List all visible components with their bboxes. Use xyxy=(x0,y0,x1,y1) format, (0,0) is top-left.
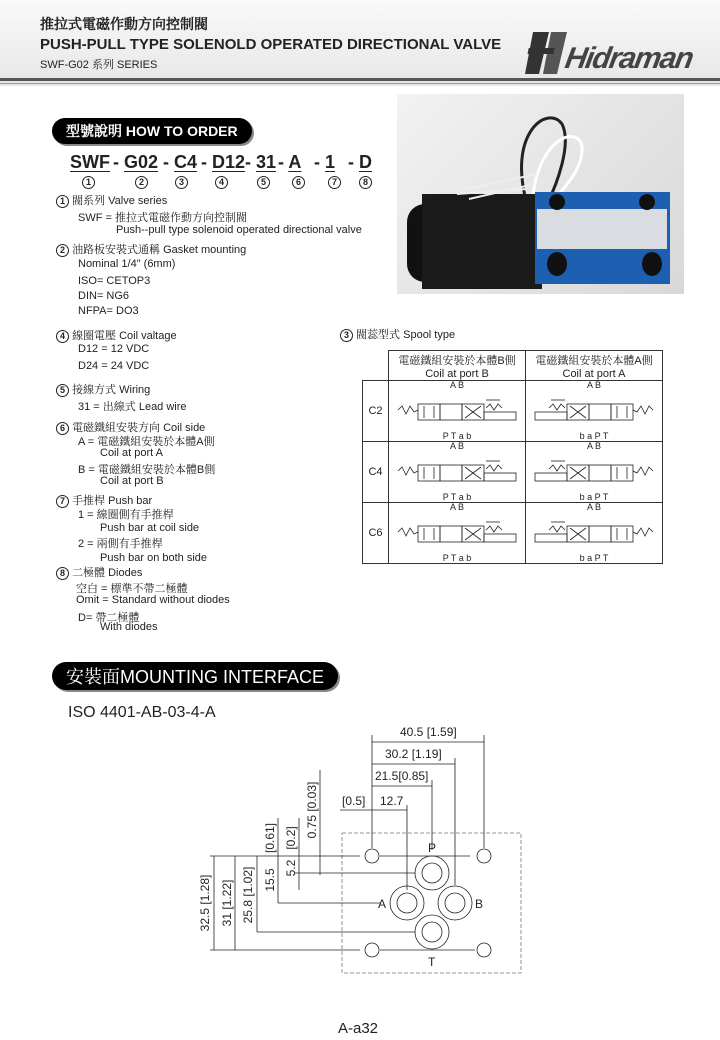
section-title: 油路板安裝式通稱 Gasket mounting xyxy=(72,244,247,256)
code-segment xyxy=(113,152,158,173)
section-line: DIN= NG6 xyxy=(78,290,130,302)
port-t-label: T xyxy=(428,955,436,969)
section-title: 閥蕊型式 Spool type xyxy=(356,329,456,341)
code-number-badge: 3 xyxy=(175,176,188,189)
spool-symbol-coil-b xyxy=(389,442,526,503)
code-segment xyxy=(278,152,301,173)
number-badge: 5 xyxy=(56,384,69,397)
code-value: SWF xyxy=(70,152,110,172)
spool-symbol-coil-b xyxy=(389,503,526,564)
code-segment xyxy=(70,152,110,173)
section-line: 31 = 出線式 Lead wire xyxy=(78,401,187,413)
code-number-badge: 6 xyxy=(292,176,305,189)
code-segment xyxy=(348,152,372,173)
title-zh: 推拉式電磁作動方向控制閥 xyxy=(40,16,208,32)
dim-25-8: 25.8 [1.02] xyxy=(241,866,255,924)
section-line: Coil at port B xyxy=(100,475,164,487)
section-line: Omit = Standard without diodes xyxy=(76,594,230,606)
number-badge: 6 xyxy=(56,422,69,435)
header-rule xyxy=(0,78,720,81)
port-label-top: A B xyxy=(586,502,601,512)
section-line: With diodes xyxy=(100,621,158,633)
section-line: D= 帶二極體 xyxy=(78,612,140,624)
number-badge: 4 xyxy=(56,330,69,343)
code-value: 31 xyxy=(256,152,277,172)
dim-0-75: 0.75 [0.03] xyxy=(305,781,319,839)
column-header-en: Coil at port A xyxy=(562,367,626,380)
code-number-badge: 7 xyxy=(328,176,341,189)
code-dash: - xyxy=(163,152,169,172)
header-rule-thin xyxy=(0,83,720,84)
section-line: SWF = 推拉式電磁作動方向控制閥 xyxy=(78,212,247,224)
dim-15-5: 15.5 xyxy=(263,868,277,892)
section-title: 線圈電壓 Coil valtage xyxy=(72,330,177,342)
number-badge: 1 xyxy=(56,195,69,208)
spool-row xyxy=(363,381,663,442)
port-label-top: A B xyxy=(586,441,601,451)
dim-0-5: [0.5] xyxy=(342,794,366,808)
series-label: SWF-G02 系列 SERIES xyxy=(40,59,158,71)
section-line: Push bar on both side xyxy=(100,552,208,564)
dim-0-2: [0.2] xyxy=(284,826,298,850)
section-title: 接線方式 Wiring xyxy=(72,384,151,396)
code-segment xyxy=(163,152,197,173)
section-title: 閥系列 Valve series xyxy=(72,195,168,207)
section-line: Push--pull type solenoid operated directional valve xyxy=(116,224,362,236)
port-b-label: B xyxy=(475,897,484,911)
dim-32-5: 32.5 [1.28] xyxy=(198,874,212,932)
product-photo xyxy=(397,94,684,294)
spool-code: C2 xyxy=(363,381,389,442)
spool-symbol-coil-a xyxy=(526,503,663,564)
section-title: 手推桿 Push bar xyxy=(72,495,153,507)
port-label-bottom: P T a b xyxy=(442,492,472,502)
code-segment xyxy=(201,152,245,173)
dim-5-2: 5.2 xyxy=(284,859,298,877)
code-number-badge: 4 xyxy=(215,176,228,189)
spool-code: C4 xyxy=(363,442,389,503)
port-label-top: A B xyxy=(449,441,464,451)
column-header-zh: 電磁鐵組安裝於本體B側 xyxy=(398,354,516,367)
code-number-badge: 1 xyxy=(82,176,95,189)
code-value: A xyxy=(288,152,302,172)
column-header-en: Coil at port B xyxy=(425,367,489,380)
section-line: ISO= CETOP3 xyxy=(78,275,151,287)
spool-row xyxy=(363,503,663,564)
port-label-bottom: b a P T xyxy=(579,553,609,563)
section-line: Nominal 1/4" (6mm) xyxy=(78,258,176,270)
dim-31: 31 [1.22] xyxy=(220,879,234,927)
spool-type-table xyxy=(362,350,663,564)
port-label-bottom: P T a b xyxy=(442,431,472,441)
mounting-drawing xyxy=(190,720,530,980)
port-label-bottom: P T a b xyxy=(442,553,472,563)
code-number-badge: 8 xyxy=(359,176,372,189)
mounting-interface-heading: 安裝面MOUNTING INTERFACE xyxy=(52,662,338,690)
port-label-bottom: b a P T xyxy=(579,492,609,502)
section-line: NFPA= DO3 xyxy=(78,305,139,317)
spool-symbol-coil-a xyxy=(526,381,663,442)
spool-symbol-coil-a xyxy=(526,442,663,503)
svg-text:Hidraman: Hidraman xyxy=(562,42,697,75)
spool-row xyxy=(363,442,663,503)
page-number: A-a32 xyxy=(338,1020,379,1037)
code-segment xyxy=(314,152,335,173)
section-line: D24 = 24 VDC xyxy=(78,360,150,372)
section-line: A = 電磁鐵組安裝於本體A側 xyxy=(78,436,215,448)
code-number-badge: 5 xyxy=(257,176,270,189)
spool-symbol-coil-b xyxy=(389,381,526,442)
code-number-badge: 2 xyxy=(135,176,148,189)
code-dash: - xyxy=(113,152,119,172)
section-line: Push bar at coil side xyxy=(100,522,200,534)
code-dash: - xyxy=(278,152,284,172)
section-line: Coil at port A xyxy=(100,447,163,459)
port-label-top: A B xyxy=(586,380,601,390)
code-value: D xyxy=(359,152,373,172)
section-title: 電磁鐵組安裝方向 Coil side xyxy=(72,422,206,434)
port-label-bottom: b a P T xyxy=(579,431,609,441)
number-badge: 2 xyxy=(56,244,69,257)
code-dash: - xyxy=(201,152,207,172)
column-header-zh: 電磁鐵組安裝於本體A側 xyxy=(535,354,653,367)
section-title: 二極體 Diodes xyxy=(72,567,143,579)
spool-code: C6 xyxy=(363,503,389,564)
hidraman-logo xyxy=(525,28,697,76)
dim-21-5: 21.5[0.85] xyxy=(375,769,429,783)
dim-12-7: 12.7 xyxy=(380,794,404,808)
section-line: B = 電磁鐵組安裝於本體B側 xyxy=(78,464,216,476)
code-value: D12 xyxy=(212,152,246,172)
port-label-top: A B xyxy=(449,380,464,390)
section-line: 1 = 線圈側有手推桿 xyxy=(78,509,174,521)
dim-40-5: 40.5 [1.59] xyxy=(400,725,457,739)
port-p-label: P xyxy=(428,841,437,855)
spool-type-title xyxy=(340,326,455,342)
section-line: D12 = 12 VDC xyxy=(78,343,150,355)
code-dash: - xyxy=(348,152,354,172)
dim-30-2: 30.2 [1.19] xyxy=(385,747,442,761)
section-line: 2 = 兩側有手推桿 xyxy=(78,538,163,550)
code-segment xyxy=(245,152,276,173)
code-dash: - xyxy=(314,152,320,172)
number-badge: 3 xyxy=(340,329,353,342)
dim-0-61: [0.61] xyxy=(263,822,277,854)
section-line: 空白 = 標準不帶二極體 xyxy=(76,583,188,595)
code-value: G02 xyxy=(124,152,159,172)
number-badge: 7 xyxy=(56,495,69,508)
how-to-order-heading: 型號說明 HOW TO ORDER xyxy=(52,118,252,144)
iso-standard: ISO 4401-AB-03-4-A xyxy=(68,704,216,721)
port-a-label: A xyxy=(378,897,387,911)
title-en: PUSH-PULL TYPE SOLENOLD OPERATED DIRECTIONAL VALVE xyxy=(40,36,502,53)
code-value: 1 xyxy=(325,152,336,172)
number-badge: 8 xyxy=(56,567,69,580)
code-dash: - xyxy=(245,152,251,172)
port-label-top: A B xyxy=(449,502,464,512)
code-value: C4 xyxy=(174,152,198,172)
